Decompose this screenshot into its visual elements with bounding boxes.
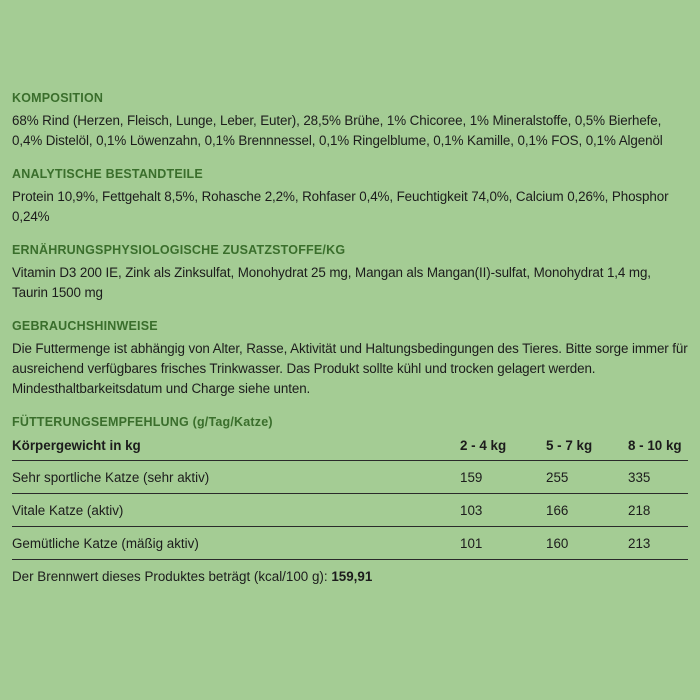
column-header: 2 - 4 kg bbox=[460, 438, 507, 453]
table-row bbox=[12, 527, 688, 560]
row-label: Vitale Katze (aktiv) bbox=[12, 502, 124, 518]
gebrauch-heading: GEBRAUCHSHINWEISE bbox=[12, 319, 158, 333]
table-cell: 159 bbox=[460, 469, 483, 485]
zusatzstoffe-text: Vitamin D3 200 IE, Zink als Zinksulfat, Monohydrat 25 mg, Mangan als Mangan(II)-sulfat, Monohydrat 1,4 mg, Taurin 1500 mg bbox=[12, 265, 651, 300]
table-cell: 255 bbox=[546, 469, 569, 485]
table-cell: 101 bbox=[460, 535, 483, 551]
komposition-section bbox=[12, 91, 688, 151]
column-header: 8 - 10 kg bbox=[628, 438, 682, 453]
row-label: Sehr sportliche Katze (sehr aktiv) bbox=[12, 469, 210, 485]
fuetterung-heading: FÜTTERUNGSEMPFEHLUNG (g/Tag/Katze) bbox=[12, 415, 273, 429]
feeding-table bbox=[12, 435, 688, 560]
analytische-section bbox=[12, 167, 688, 227]
energy-statement bbox=[12, 569, 688, 584]
product-info bbox=[12, 91, 688, 584]
table-header-row bbox=[12, 435, 688, 461]
column-header: 5 - 7 kg bbox=[546, 438, 593, 453]
table-cell: 166 bbox=[546, 502, 569, 518]
analytische-heading: ANALYTISCHE BESTANDTEILE bbox=[12, 167, 203, 181]
column-header: Körpergewicht in kg bbox=[12, 438, 141, 453]
table-cell: 218 bbox=[628, 502, 651, 518]
table-cell: 335 bbox=[628, 469, 651, 485]
komposition-text: 68% Rind (Herzen, Fleisch, Lunge, Leber, Euter), 28,5% Brühe, 1% Chicoree, 1% Mineralstoffe, 0,5% Bierhefe, 0,4% Distelöl, 0,1% Löwenzahn, 0,1% Brennnessel, 0,1% Ringelblume, 0,1% Kamille, 0,1% FOS, 0,1% Algenöl bbox=[12, 113, 663, 148]
zusatzstoffe-section bbox=[12, 243, 688, 303]
table-cell: 213 bbox=[628, 535, 651, 551]
energy-label: Der Brennwert dieses Produktes beträgt (kcal/100 g): bbox=[12, 569, 328, 584]
komposition-heading: KOMPOSITION bbox=[12, 91, 104, 105]
table-row bbox=[12, 461, 688, 494]
table-cell: 103 bbox=[460, 502, 483, 518]
energy-value: 159,91 bbox=[331, 569, 373, 584]
table-row bbox=[12, 494, 688, 527]
analytische-text: Protein 10,9%, Fettgehalt 8,5%, Rohasche 2,2%, Rohfaser 0,4%, Feuchtigkeit 74,0%, Calcium 0,26%, Phosphor 0,24% bbox=[12, 189, 669, 224]
gebrauch-text: Die Futtermenge ist abhängig von Alter, Rasse, Aktivität und Haltungsbedingungen des Tieres. Bitte sorge immer für ausreichend verfügbares frisches Trinkwasser. Das Produkt sollte kühl und trocken gelagert werden. Mindesthaltbarkeitsdatum und Charge siehe unten. bbox=[12, 341, 688, 396]
row-label: Gemütliche Katze (mäßig aktiv) bbox=[12, 535, 199, 551]
zusatzstoffe-heading: ERNÄHRUNGSPHYSIOLOGISCHE ZUSATZSTOFFE/KG bbox=[12, 243, 346, 257]
table-cell: 160 bbox=[546, 535, 569, 551]
gebrauch-section bbox=[12, 319, 688, 399]
